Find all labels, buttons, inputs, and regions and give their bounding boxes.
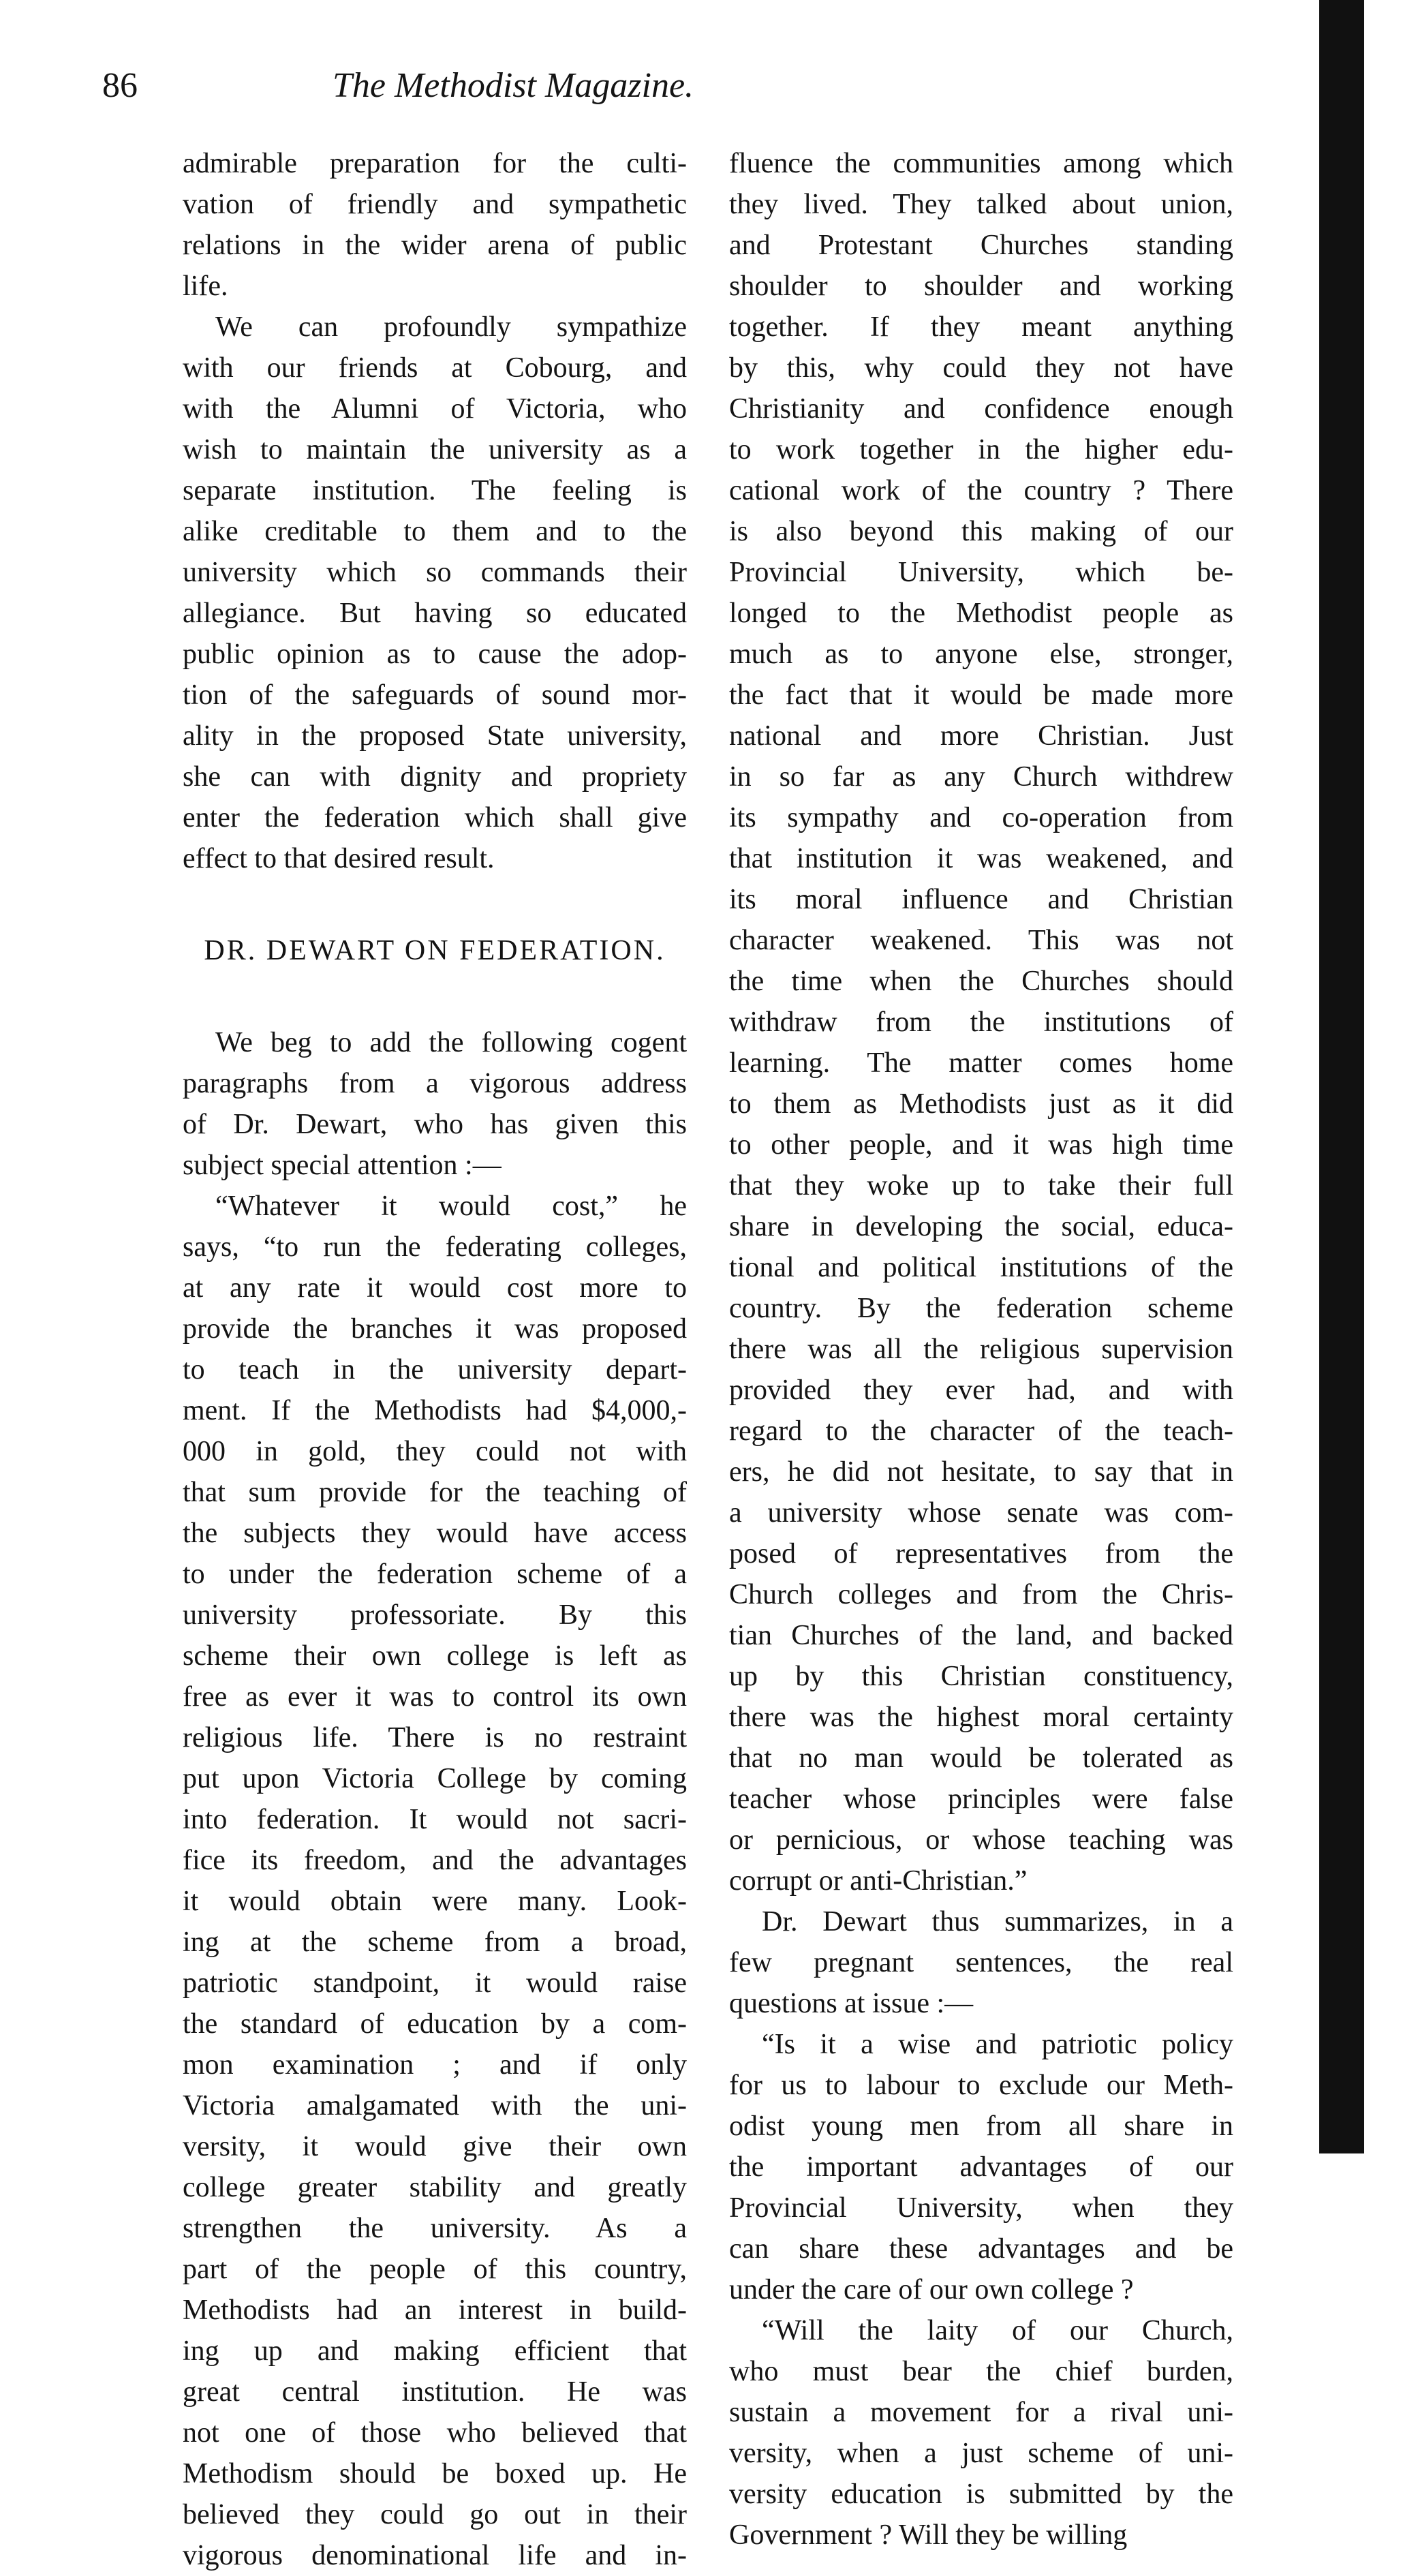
text-line: it would obtain were many. Look- — [183, 1886, 687, 1917]
text-line: up by this Christian constituency, — [729, 1661, 1233, 1692]
text-line: few pregnant sentences, the real — [729, 1947, 1233, 1978]
text-line: strengthen the university. As a — [183, 2213, 687, 2244]
text-line: and Protestant Churches standing — [729, 230, 1233, 261]
text-line: there was all the religious supervision — [729, 1334, 1233, 1365]
text-line: says, “to run the federating colleges, — [183, 1231, 687, 1263]
text-line: for us to labour to exclude our Meth- — [729, 2070, 1233, 2101]
running-title: The Methodist Magazine. — [332, 66, 694, 105]
text-line: university professoriate. By this — [183, 1599, 687, 1631]
text-line: life. — [183, 271, 228, 302]
text-line: of Dr. Dewart, who has given this — [183, 1109, 687, 1140]
text-line: 000 in gold, they could not with — [183, 1436, 687, 1467]
text-line: subject special attention :— — [183, 1150, 502, 1181]
text-line: believed they could go out in their — [183, 2499, 687, 2530]
text-line: patriotic standpoint, it would raise — [183, 1967, 687, 1999]
text-line: is also beyond this making of our — [729, 516, 1233, 547]
text-line: vation of friendly and sympathetic — [183, 189, 687, 220]
text-line: great central institution. He was — [183, 2376, 687, 2408]
text-line: fluence the communities among which — [729, 148, 1233, 179]
text-line: that they woke up to take their full — [729, 1170, 1233, 1201]
text-line: longed to the Methodist people as — [729, 598, 1233, 629]
text-line: mon examination ; and if only — [183, 2049, 687, 2081]
text-line: questions at issue :— — [729, 1988, 974, 2019]
text-line: vigorous denominational life and in- — [183, 2540, 687, 2571]
text-line: the standard of education by a com- — [183, 2008, 687, 2040]
text-line: sustain a movement for a rival uni- — [729, 2397, 1233, 2428]
text-line: withdraw from the institutions of — [729, 1007, 1233, 1038]
text-line: Provincial University, when they — [729, 2192, 1233, 2224]
text-line: alike creditable to them and to the — [183, 516, 687, 547]
text-line: to teach in the university depart- — [183, 1354, 687, 1385]
text-line: with our friends at Cobourg, and — [183, 352, 687, 384]
text-line: admirable preparation for the culti- — [183, 148, 687, 179]
text-line: university which so commands their — [183, 557, 687, 588]
text-line: that sum provide for the teaching of — [183, 1477, 687, 1508]
text-line: its moral influence and Christian — [729, 884, 1233, 915]
text-line: or pernicious, or whose teaching was — [729, 1824, 1233, 1856]
page-number: 86 — [102, 66, 138, 105]
text-line: tion of the safeguards of sound mor- — [183, 679, 687, 711]
text-line: ers, he did not hesitate, to say that in — [729, 1456, 1233, 1488]
text-line: put upon Victoria College by coming — [183, 1763, 687, 1794]
text-line: its sympathy and co-operation from — [729, 802, 1233, 833]
text-line: national and more Christian. Just — [729, 720, 1233, 752]
text-line: at any rate it would cost more to — [183, 1272, 687, 1304]
text-line: provided they ever had, and with — [729, 1375, 1233, 1406]
section-heading: DR. DEWART ON FEDERATION. — [204, 935, 666, 966]
text-line: the important advantages of our — [729, 2151, 1233, 2183]
text-line: Dr. Dewart thus summarizes, in a — [762, 1906, 1233, 1937]
text-line: Government ? Will they be willing — [729, 2519, 1128, 2551]
text-line: to them as Methodists just as it did — [729, 1088, 1233, 1120]
text-line: together. If they meant anything — [729, 311, 1233, 343]
text-line: ment. If the Methodists had $4,000,- — [183, 1395, 687, 1426]
text-line: much as to anyone else, stronger, — [729, 639, 1233, 670]
text-line: public opinion as to cause the adop- — [183, 639, 687, 670]
text-line: to other people, and it was high time — [729, 1129, 1233, 1161]
text-line: religious life. There is no restraint — [183, 1722, 687, 1753]
text-line: We beg to add the following cogent — [215, 1027, 687, 1058]
text-line: versity education is submitted by the — [729, 2479, 1233, 2510]
section-gap — [183, 879, 687, 930]
text-line: Christianity and confidence enough — [729, 393, 1233, 425]
text-line: “Whatever it would cost,” he — [215, 1191, 687, 1222]
text-line: the fact that it would be made more — [729, 679, 1233, 711]
text-line: posed of representatives from the — [729, 1538, 1233, 1569]
text-line: can share these advantages and be — [729, 2233, 1233, 2265]
text-line: in so far as any Church withdrew — [729, 761, 1233, 793]
text-line: odist young men from all share in — [729, 2111, 1233, 2142]
text-line: cational work of the country ? There — [729, 475, 1233, 506]
text-line: corrupt or anti-Christian.” — [729, 1865, 1028, 1897]
text-line: character weakened. This was not — [729, 925, 1233, 956]
text-line: not one of those who believed that — [183, 2417, 687, 2449]
page-edge-shadow — [1319, 0, 1364, 2153]
text-line: regard to the character of the teach- — [729, 1415, 1233, 1447]
right-column — [729, 143, 1233, 2556]
text-line: versity, when a just scheme of uni- — [729, 2438, 1233, 2469]
text-line: she can with dignity and propriety — [183, 761, 687, 793]
text-line: scheme their own college is left as — [183, 1640, 687, 1672]
text-line: wish to maintain the university as a — [183, 434, 687, 465]
text-line: Provincial University, which be- — [729, 557, 1233, 588]
text-line: effect to that desired result. — [183, 843, 495, 874]
text-line: Victoria amalgamated with the uni- — [183, 2090, 687, 2121]
text-line: allegiance. But having so educated — [183, 598, 687, 629]
text-line: shoulder to shoulder and working — [729, 271, 1233, 302]
text-line: that no man would be tolerated as — [729, 1743, 1233, 1774]
text-line: country. By the federation scheme — [729, 1293, 1233, 1324]
text-line: ing up and making efficient that — [183, 2335, 687, 2367]
text-line: the time when the Churches should — [729, 966, 1233, 997]
text-line: Church colleges and from the Chris- — [729, 1579, 1233, 1610]
text-line: ing at the scheme from a broad, — [183, 1927, 687, 1958]
text-line: “Will the laity of our Church, — [762, 2315, 1233, 2346]
text-line: free as ever it was to control its own — [183, 1681, 687, 1713]
text-line: part of the people of this country, — [183, 2254, 687, 2285]
text-line: relations in the wider arena of public — [183, 230, 687, 261]
text-line: with the Alumni of Victoria, who — [183, 393, 687, 425]
page-header — [102, 65, 924, 120]
text-line: under the care of our own college ? — [729, 2274, 1134, 2305]
text-line: that institution it was weakened, and — [729, 843, 1233, 874]
text-line: they lived. They talked about union, — [729, 189, 1233, 220]
text-line: versity, it would give their own — [183, 2131, 687, 2162]
text-line: We can profoundly sympathize — [215, 311, 687, 343]
text-line: fice its freedom, and the advantages — [183, 1845, 687, 1876]
text-line: enter the federation which shall give — [183, 802, 687, 833]
text-line: a university whose senate was com- — [729, 1497, 1233, 1529]
text-line: into federation. It would not sacri- — [183, 1804, 687, 1835]
text-line: Methodism should be boxed up. He — [183, 2458, 687, 2489]
text-line: provide the branches it was proposed — [183, 1313, 687, 1345]
text-line: learning. The matter comes home — [729, 1047, 1233, 1079]
text-line: tional and political institutions of the — [729, 1252, 1233, 1283]
text-line: to work together in the higher edu- — [729, 434, 1233, 465]
text-line: ality in the proposed State university, — [183, 720, 687, 752]
text-line: paragraphs from a vigorous address — [183, 1068, 687, 1099]
text-line: separate institution. The feeling is — [183, 475, 687, 506]
text-line: teacher whose principles were false — [729, 1783, 1233, 1815]
text-line: tian Churches of the land, and backed — [729, 1620, 1233, 1651]
text-line: Methodists had an interest in build- — [183, 2295, 687, 2326]
text-line: the subjects they would have access — [183, 1518, 687, 1549]
section-gap — [183, 971, 687, 1022]
text-line: to under the federation scheme of a — [183, 1559, 687, 1590]
text-line: share in developing the social, educa- — [729, 1211, 1233, 1242]
text-line: college greater stability and greatly — [183, 2172, 687, 2203]
text-line: there was the highest moral certainty — [729, 1702, 1233, 1733]
text-line: who must bear the chief burden, — [729, 2356, 1233, 2387]
text-line: “Is it a wise and patriotic policy — [762, 2029, 1233, 2060]
text-line: by this, why could they not have — [729, 352, 1233, 384]
left-column — [183, 143, 687, 2576]
